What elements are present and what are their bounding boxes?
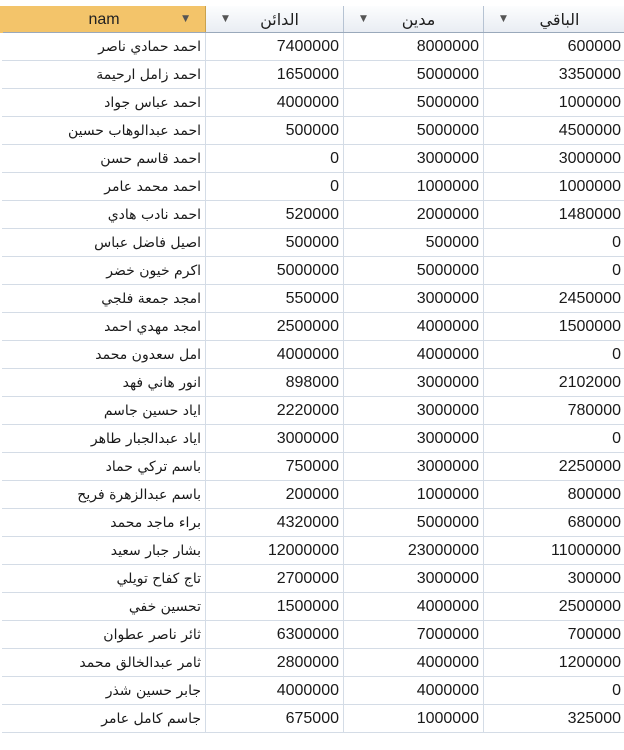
- credit-cell[interactable]: 6300000: [206, 621, 344, 649]
- credit-cell[interactable]: 2700000: [206, 565, 344, 593]
- remaining-cell[interactable]: 1200000: [484, 649, 624, 677]
- debit-cell[interactable]: 4000000: [344, 341, 484, 369]
- debit-cell[interactable]: 1000000: [344, 173, 484, 201]
- debit-cell[interactable]: 4000000: [344, 593, 484, 621]
- debit-cell[interactable]: 5000000: [344, 61, 484, 89]
- remaining-cell[interactable]: 300000: [484, 565, 624, 593]
- table-row[interactable]: [2, 565, 624, 593]
- remaining-cell[interactable]: 0: [484, 425, 624, 453]
- credit-cell[interactable]: 520000: [206, 201, 344, 229]
- table-row[interactable]: [2, 705, 624, 733]
- remaining-cell[interactable]: 4500000: [484, 117, 624, 145]
- column-header-remaining[interactable]: [484, 6, 624, 33]
- remaining-cell[interactable]: 1000000: [484, 173, 624, 201]
- name-cell[interactable]: جابر حسين شذر: [2, 677, 206, 705]
- debit-cell[interactable]: 3000000: [344, 369, 484, 397]
- table-row[interactable]: [2, 481, 624, 509]
- debit-cell[interactable]: 4000000: [344, 677, 484, 705]
- remaining-cell[interactable]: 800000: [484, 481, 624, 509]
- table-row[interactable]: [2, 621, 624, 649]
- table-row[interactable]: [2, 229, 624, 257]
- credit-cell[interactable]: 750000: [206, 453, 344, 481]
- credit-cell[interactable]: 4000000: [206, 341, 344, 369]
- debit-cell[interactable]: 3000000: [344, 453, 484, 481]
- debit-cell[interactable]: 4000000: [344, 313, 484, 341]
- credit-cell[interactable]: 675000: [206, 705, 344, 733]
- table-row[interactable]: [2, 509, 624, 537]
- name-cell[interactable]: اصيل فاضل عباس: [2, 229, 206, 257]
- debit-cell[interactable]: 2000000: [344, 201, 484, 229]
- credit-cell[interactable]: 4000000: [206, 677, 344, 705]
- name-cell[interactable]: براء ماجد محمد: [2, 509, 206, 537]
- remaining-cell[interactable]: 600000: [484, 33, 624, 61]
- debit-cell[interactable]: 4000000: [344, 649, 484, 677]
- name-cell[interactable]: امل سعدون محمد: [2, 341, 206, 369]
- credit-cell[interactable]: 0: [206, 173, 344, 201]
- credit-cell[interactable]: 1500000: [206, 593, 344, 621]
- name-cell[interactable]: احمد عباس جواد: [2, 89, 206, 117]
- remaining-cell[interactable]: 2450000: [484, 285, 624, 313]
- column-header-label: nam: [88, 11, 120, 28]
- remaining-cell[interactable]: 0: [484, 677, 624, 705]
- name-cell[interactable]: احمد عبدالوهاب حسين: [2, 117, 206, 145]
- name-cell[interactable]: تحسين خفي: [2, 593, 206, 621]
- remaining-cell[interactable]: 3350000: [484, 61, 624, 89]
- name-cell[interactable]: احمد نادب هادي: [2, 201, 206, 229]
- debit-cell[interactable]: 1000000: [344, 481, 484, 509]
- column-header-label: الدائن: [260, 9, 299, 29]
- table-row[interactable]: [2, 677, 624, 705]
- debit-cell[interactable]: 1000000: [344, 705, 484, 733]
- remaining-cell[interactable]: 3000000: [484, 145, 624, 173]
- credit-cell[interactable]: 898000: [206, 369, 344, 397]
- table-row[interactable]: [2, 173, 624, 201]
- remaining-cell[interactable]: 325000: [484, 705, 624, 733]
- credit-cell[interactable]: 12000000: [206, 537, 344, 565]
- datasheet-grid: [0, 6, 624, 733]
- credit-cell[interactable]: 2220000: [206, 397, 344, 425]
- credit-cell[interactable]: 0: [206, 145, 344, 173]
- debit-cell[interactable]: 7000000: [344, 621, 484, 649]
- debit-cell[interactable]: 5000000: [344, 89, 484, 117]
- name-cell[interactable]: باسم تركي حماد: [2, 453, 206, 481]
- table-row[interactable]: [2, 33, 624, 61]
- debit-cell[interactable]: 500000: [344, 229, 484, 257]
- credit-cell[interactable]: 1650000: [206, 61, 344, 89]
- credit-cell[interactable]: 7400000: [206, 33, 344, 61]
- table-row[interactable]: [2, 117, 624, 145]
- remaining-cell[interactable]: 2102000: [484, 369, 624, 397]
- name-cell[interactable]: احمد زامل ارحيمة: [2, 61, 206, 89]
- remaining-cell[interactable]: 680000: [484, 509, 624, 537]
- credit-cell[interactable]: 4000000: [206, 89, 344, 117]
- remaining-cell[interactable]: 0: [484, 229, 624, 257]
- debit-cell[interactable]: 3000000: [344, 565, 484, 593]
- table-row[interactable]: [2, 61, 624, 89]
- name-cell[interactable]: احمد حمادي ناصر: [2, 33, 206, 61]
- debit-cell[interactable]: 3000000: [344, 145, 484, 173]
- credit-cell[interactable]: 500000: [206, 117, 344, 145]
- chevron-down-icon[interactable]: ▼: [360, 14, 367, 24]
- header-row: [2, 6, 624, 33]
- remaining-cell[interactable]: 1480000: [484, 201, 624, 229]
- debit-cell[interactable]: 5000000: [344, 257, 484, 285]
- name-cell[interactable]: ثائر ناصر عطوان: [2, 621, 206, 649]
- name-cell[interactable]: جاسم كامل عامر: [2, 705, 206, 733]
- grid-body: [2, 33, 624, 733]
- remaining-cell[interactable]: 1000000: [484, 89, 624, 117]
- name-cell[interactable]: احمد قاسم حسن: [2, 145, 206, 173]
- chevron-down-icon[interactable]: ▼: [500, 14, 507, 24]
- remaining-cell[interactable]: 2500000: [484, 593, 624, 621]
- column-header-nam[interactable]: [2, 6, 206, 33]
- debit-cell[interactable]: 3000000: [344, 285, 484, 313]
- debit-cell[interactable]: 5000000: [344, 509, 484, 537]
- name-cell[interactable]: بشار جبار سعيد: [2, 537, 206, 565]
- table-row[interactable]: [2, 257, 624, 285]
- name-cell[interactable]: احمد محمد عامر: [2, 173, 206, 201]
- name-cell[interactable]: امجد جمعة فلجي: [2, 285, 206, 313]
- table-row[interactable]: [2, 593, 624, 621]
- chevron-down-icon[interactable]: ▼: [182, 14, 189, 24]
- credit-cell[interactable]: 2800000: [206, 649, 344, 677]
- column-header-label: مدين: [401, 9, 436, 29]
- table-row[interactable]: [2, 537, 624, 565]
- table-row[interactable]: [2, 145, 624, 173]
- column-header-debit[interactable]: [344, 6, 484, 33]
- credit-cell[interactable]: 4320000: [206, 509, 344, 537]
- name-cell[interactable]: اكرم خيون خضر: [2, 257, 206, 285]
- debit-cell[interactable]: 8000000: [344, 33, 484, 61]
- remaining-cell[interactable]: 2250000: [484, 453, 624, 481]
- remaining-cell[interactable]: 700000: [484, 621, 624, 649]
- name-cell[interactable]: انور هاني فهد: [2, 369, 206, 397]
- credit-cell[interactable]: 5000000: [206, 257, 344, 285]
- credit-cell[interactable]: 500000: [206, 229, 344, 257]
- debit-cell[interactable]: 23000000: [344, 537, 484, 565]
- remaining-cell[interactable]: 780000: [484, 397, 624, 425]
- table-row[interactable]: [2, 649, 624, 677]
- table-row[interactable]: [2, 341, 624, 369]
- bottom-area: [0, 734, 624, 750]
- credit-cell[interactable]: 3000000: [206, 425, 344, 453]
- name-cell[interactable]: امجد مهدي احمد: [2, 313, 206, 341]
- remaining-cell[interactable]: 0: [484, 341, 624, 369]
- debit-cell[interactable]: 3000000: [344, 397, 484, 425]
- remaining-cell[interactable]: 0: [484, 257, 624, 285]
- table-row[interactable]: [2, 397, 624, 425]
- name-cell[interactable]: اياد حسين جاسم: [2, 397, 206, 425]
- table-row[interactable]: [2, 285, 624, 313]
- name-cell[interactable]: باسم عبدالزهرة فريح: [2, 481, 206, 509]
- table-row[interactable]: [2, 313, 624, 341]
- table-row[interactable]: [2, 425, 624, 453]
- remaining-cell[interactable]: 11000000: [484, 537, 624, 565]
- remaining-cell[interactable]: 1500000: [484, 313, 624, 341]
- table-row[interactable]: [2, 369, 624, 397]
- name-cell[interactable]: ثامر عبدالخالق محمد: [2, 649, 206, 677]
- credit-cell[interactable]: 550000: [206, 285, 344, 313]
- table-row[interactable]: [2, 89, 624, 117]
- column-header-credit[interactable]: [206, 6, 344, 33]
- debit-cell[interactable]: 3000000: [344, 425, 484, 453]
- credit-cell[interactable]: 2500000: [206, 313, 344, 341]
- column-header-label: الباقي: [539, 9, 580, 29]
- name-cell[interactable]: اياد عبدالجبار طاهر: [2, 425, 206, 453]
- chevron-down-icon[interactable]: ▼: [222, 14, 229, 24]
- name-cell[interactable]: تاج كفاح تويلي: [2, 565, 206, 593]
- debit-cell[interactable]: 5000000: [344, 117, 484, 145]
- credit-cell[interactable]: 200000: [206, 481, 344, 509]
- table-row[interactable]: [2, 201, 624, 229]
- table-row[interactable]: [2, 453, 624, 481]
